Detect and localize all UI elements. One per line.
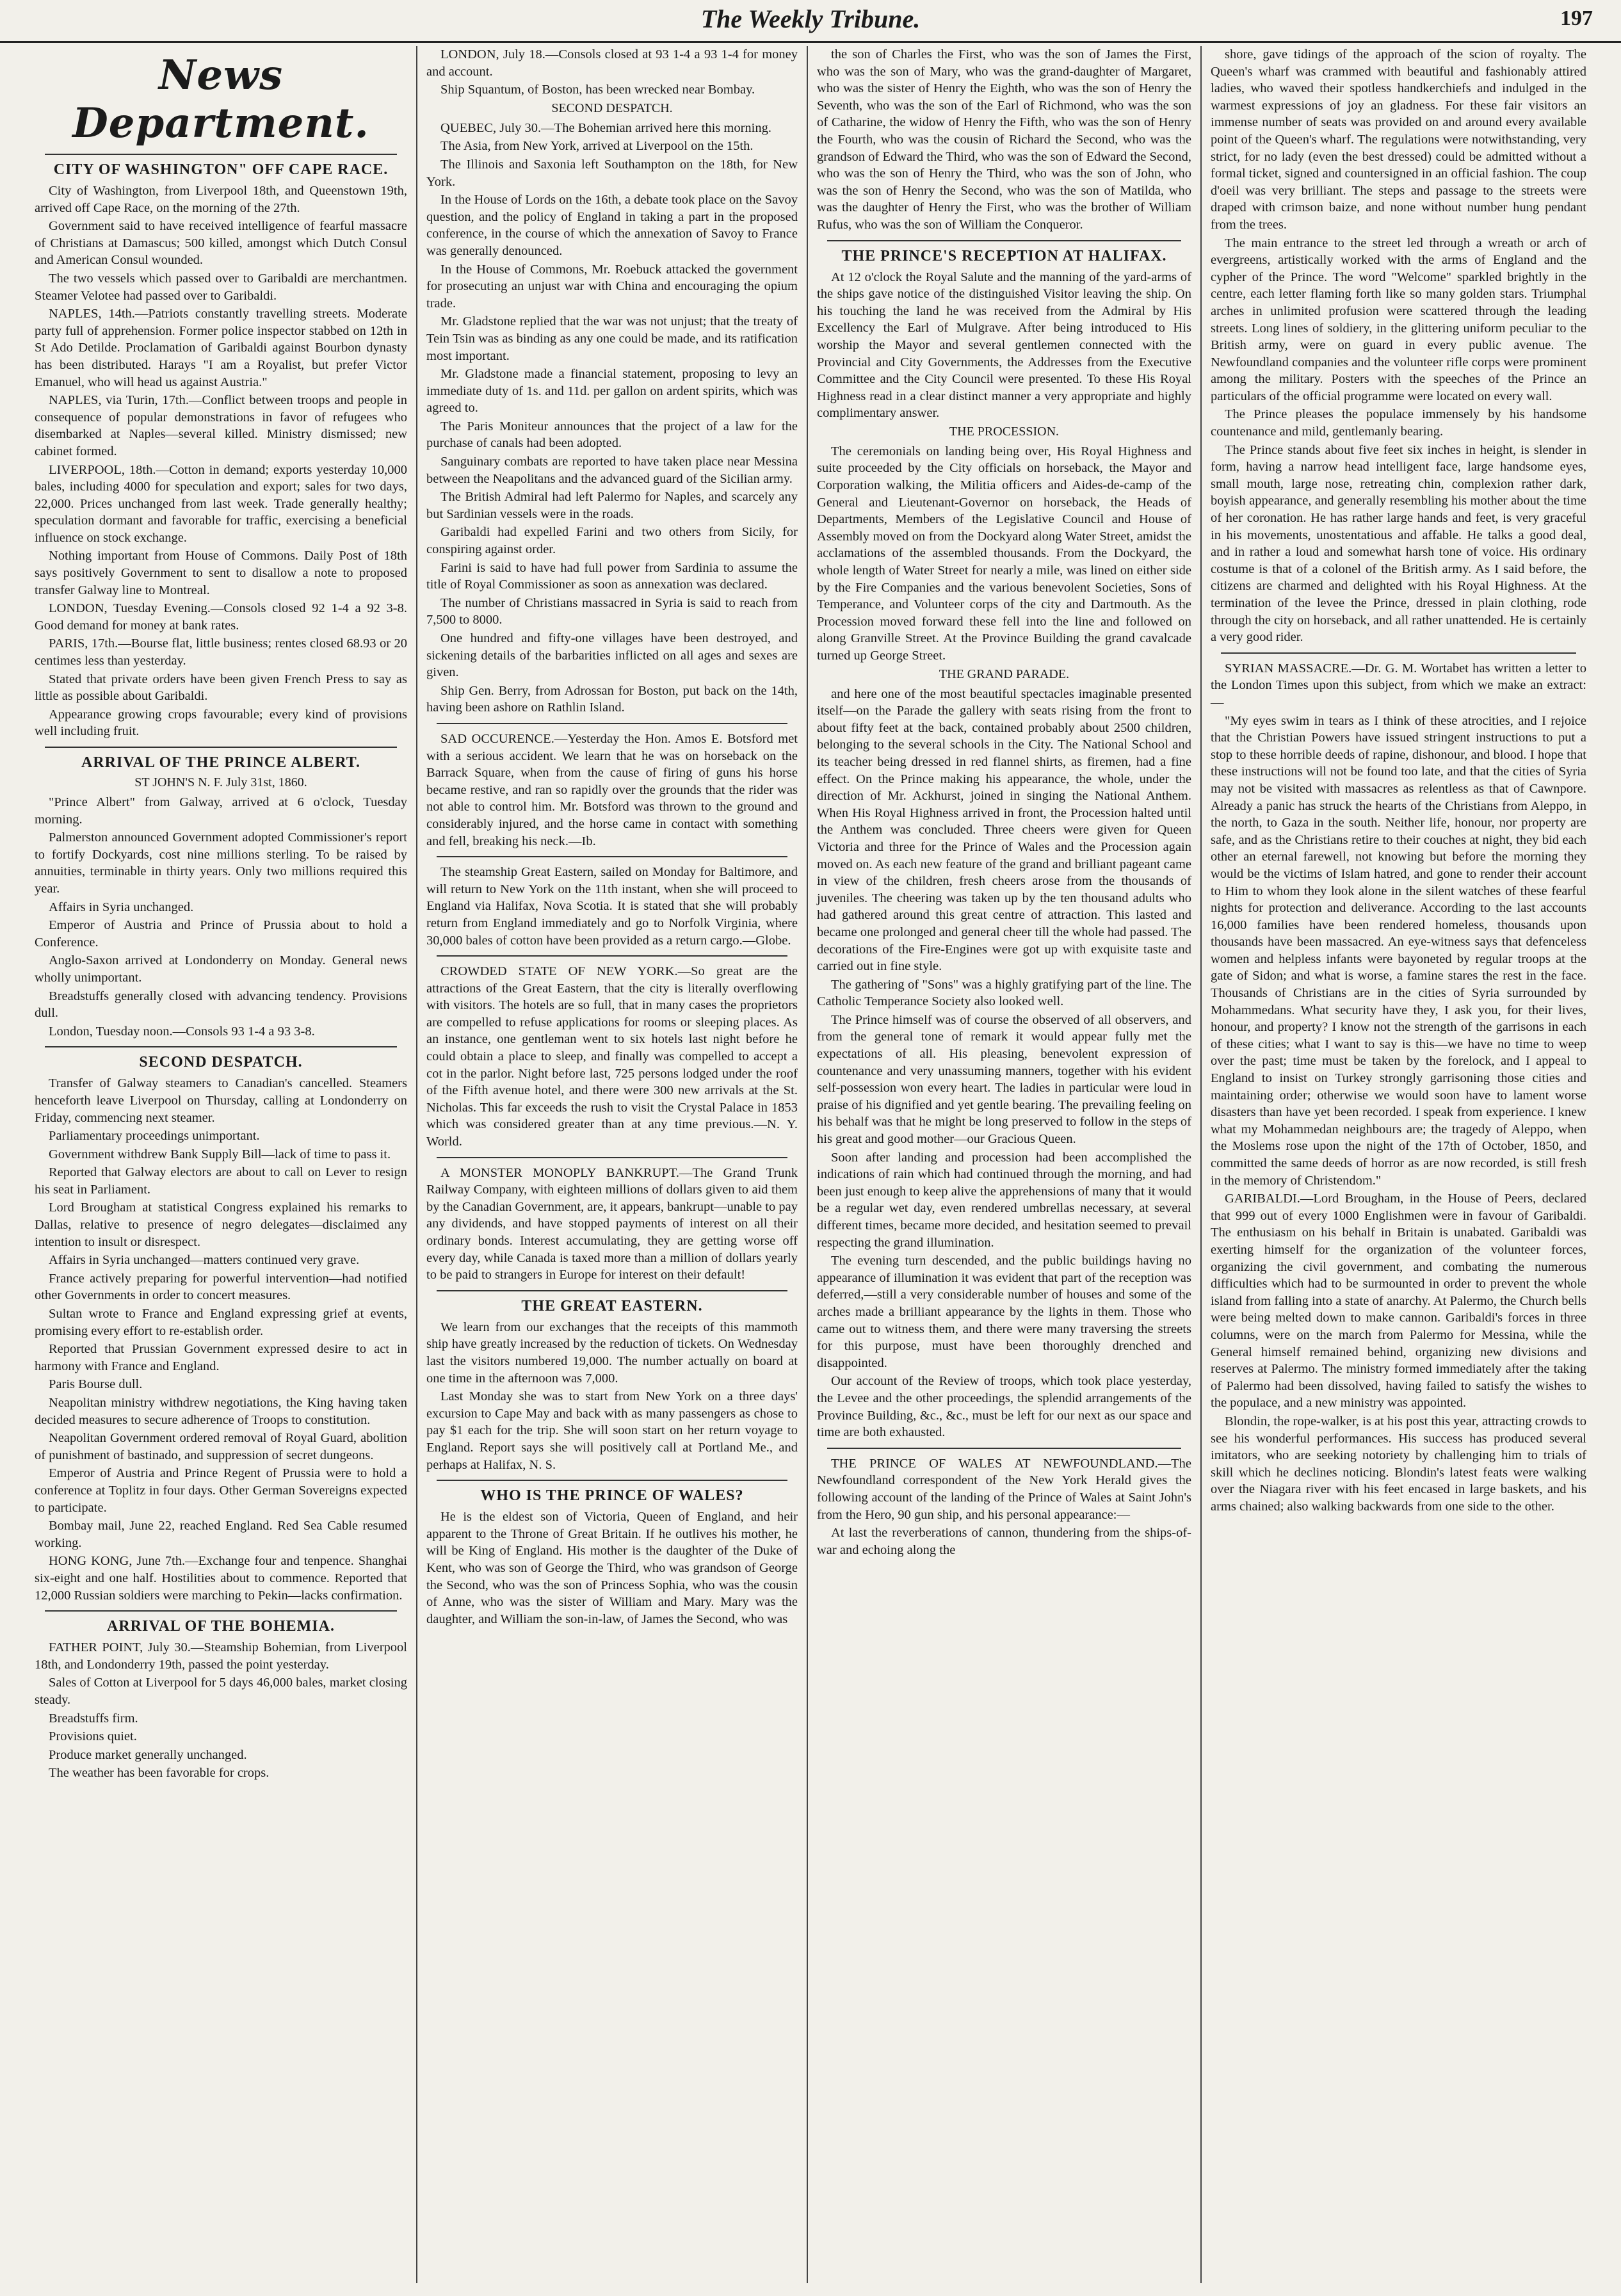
paragraph: Ship Squantum, of Boston, has been wrecked near Bombay.	[440, 83, 755, 97]
paragraph: Our account of the Review of troops, which took place yesterday, the Levee and the other proceedings, the splendid arrangements of the Province Building, &c., &c., must be left for our next as our space and time are both exhausted.	[817, 1374, 1191, 1440]
paragraph: Neapolitan Government ordered removal of Royal Guard, abolition of punishment of bastinado, and suppression of secret dungeons.	[35, 1431, 407, 1462]
masthead-title: The Weekly Tribune.	[700, 4, 921, 33]
paragraph: Government withdrew Bank Supply Bill—lack of time to pass it.	[49, 1147, 391, 1161]
paragraph: Soon after landing and procession had been accomplished the indications of rain which had continued through the morning, and had been just enough to keep alive the apprehensions of many that it would be a regular wet day, even rendered umbrellas necessary, at several different times, became more decided, and hesitation seemed to prevail respecting the grand illumination.	[817, 1150, 1191, 1250]
paragraph: Reported that Prussian Government expressed desire to act in harmony with France and England.	[35, 1342, 407, 1373]
column-body	[1211, 46, 1586, 1515]
paragraph: The evening turn descended, and the public buildings having no appearance of illumination it was evident that part of the reception was deferred,—still a very considerable number of houses and some of the arches made a brilliant appearance by the lights in them. Those who came out to witness them, and there were many traversing the streets for this purpose, must have been thoroughly drenched and disappointed.	[817, 1254, 1191, 1370]
section-heading: SECOND DESPATCH.	[139, 1054, 303, 1071]
paragraph: SAD OCCURENCE.—Yesterday the Hon. Amos E. Botsford met with a serious accident. We learn that he was on horseback on the Barrack Square, when from the cause of firing of guns his horse became restive, and ran so rapidly over the grounds that the rider was not able to control him. Mr. Botsford was thrown to the ground and considerably injured, and the horse came in contact with something and fell, breaking his neck.—Ib.	[426, 731, 798, 848]
paragraph: Parliamentary proceedings unimportant.	[49, 1129, 260, 1144]
paragraph: Reported that Galway electors are about to call on Lever to resign his seat in Parliament.	[35, 1165, 407, 1197]
paragraph: At 12 o'clock the Royal Salute and the manning of the yard-arms of the ships gave notice of the distinguished Visitor leaving the ship. On his touching the land he was received from the Admiral by His Excellency the Earl of Mulgrave. After being introduced to His worship the Mayor and several gentlemen connected with the Provincial and City Governments, the Addresses from the Executive Committee and the City Council were presented. To these His Royal Highness read in a clear distinct manner a very appropriate and highly complimentary answer.	[817, 270, 1191, 421]
section-heading: THE PRINCE'S RECEPTION AT HALIFAX.	[841, 247, 1167, 264]
column-body	[426, 46, 798, 1628]
paragraph: France actively preparing for powerful intervention—had notified other Governments in order to concert measures.	[35, 1271, 407, 1303]
page-number: 197	[1560, 6, 1593, 30]
paragraph: The main entrance to the street led through a wreath or arch of evergreens, artistically worked with the arms of England and the cypher of the Prince. The word "Welcome" sparkled brightly in the centre, each letter flaming forth like so many golden stars. Triumphal arches in unlimited profusion were scattered through the leading streets. Long lines of soldiery, in the glittering uniform peculiar to the British army, were on guard in every public avenue. The Newfoundland companies and the volunteer rifle corps were prominent among the military. Posters with the speeches of the Prince an particulars of the official programme were located on every wall.	[1211, 236, 1586, 403]
paragraph: Neapolitan ministry withdrew negotiations, the King having taken decided measures to secure adherence of Troops to constitution.	[35, 1396, 407, 1427]
paragraph: Sultan wrote to France and England expressing grief at events, promising every effort to re-establish order.	[35, 1307, 407, 1338]
paragraph: Lord Brougham at statistical Congress explained his remarks to Dallas, relative to presence of negro delegates—disclaimed any intention to insult or disrespect.	[35, 1201, 407, 1249]
divider	[45, 1046, 397, 1047]
paragraph: The Prince pleases the populace immensely by his handsome countenance and mild, gentlemanly bearing.	[1211, 407, 1586, 439]
column-body	[35, 161, 407, 1782]
masthead	[0, 0, 1621, 43]
paragraph: Nothing important from House of Commons. Daily Post of 18th says positively Government to sent to disallow a note to proposed transfer Galway line to Montreal.	[35, 549, 407, 597]
paragraph: HONG KONG, June 7th.—Exchange four and tenpence. Shanghai six-eight and one half. Hostilities about to commence. Reported that 12,000 Russian soldiers were marching to Pekin—lacks confirmation.	[35, 1554, 407, 1603]
divider	[45, 747, 397, 748]
column-1	[26, 46, 416, 2283]
paragraph: London, Tuesday noon.—Consols 93 1-4 a 93 3-8.	[49, 1024, 315, 1039]
section-heading: ARRIVAL OF THE PRINCE ALBERT.	[81, 754, 361, 771]
paragraph: Government said to have received intelligence of fearful massacre of Christians at Damascus; 500 killed, amongst which Dutch Consul and American Consul wounded.	[35, 219, 407, 268]
divider	[45, 1610, 397, 1612]
paragraph: The two vessels which passed over to Garibaldi are merchantmen. Steamer Velotee had passed over to Garibaldi.	[35, 271, 407, 303]
paragraph: Stated that private orders have been given French Press to say as little as possible about Garibaldi.	[35, 672, 407, 704]
paragraph: Provisions quiet.	[49, 1729, 137, 1744]
paragraph: Paris Bourse dull.	[49, 1377, 143, 1392]
paragraph: "My eyes swim in tears as I think of these atrocities, and I rejoice that the Christian Powers have issued stringent instructions to put a stop to these horrible deeds of rapine, dishonour, and blood. I hope that these instructions will not be found too late, and that the cities of Syria may not be visited with massacres as relentless as that of Cawnpore. Already a panic has struck the hearts of the Christians from Aleppo, in the north, to Gaza in the south. Neither life, honour, nor property are safe, and as the Christians retire to their couches at night, they bid each other an eternal farewell, not knowing but before the morning they would be the victims of Islam hatred, and gone to render their account to Him to whom they look alone in the silent watches of these fearful nights for protection and deliverance. According to the last accounts 16,000 families have been rendered homeless, thousands upon thousands have been massacred. An eye-witness says that defenceless women and helpless infants were bayoneted by regular troops at the gate of Sidon; and what is worse, a famine stares the rest in the face. Thousands of Christians are in the cities of Syria surrounded by Mohammedans. What security have they, I ask you, for their lives, honour, and property? I know not the strength of the garrisons in each of these cities; what I want to say is this—we have no time to weep over the past; time must be taken by the forelock, and I appeal to England to insist on Turkey strongly garrisoning those cities and maintaining order; otherwise we would soon have to lament worse disasters than have yet been recorded. I speak from experience. I knew what my Mohammedan neighbours are; the tragedy of Aleppo, when the Moslems rose upon the night of the 17th of October, 1850, and committed the same deeds of horror as are now recorded, is still fresh in the memory of Christendom."	[1211, 713, 1586, 1188]
subheading: SECOND DESPATCH.	[551, 101, 673, 115]
paragraph: Farini is said to have had full power from Sardinia to assume the title of Royal Commissioner as soon as annexation was declared.	[426, 560, 798, 592]
paragraph: THE PRINCE OF WALES AT NEWFOUNDLAND.—The Newfoundland correspondent of the New York Herald gives the following account of the landing of the Prince of Wales at Saint John's from the Hero, 90 gun ship, and his personal appearance:—	[817, 1456, 1191, 1522]
section-heading: WHO IS THE PRINCE OF WALES?	[480, 1487, 744, 1505]
paragraph: Affairs in Syria unchanged.	[49, 900, 194, 914]
column-4	[1200, 46, 1595, 2283]
paragraph: Appearance growing crops favourable; every kind of provisions well including fruit.	[35, 707, 407, 739]
paragraph: Emperor of Austria and Prince of Prussia about to hold a Conference.	[35, 918, 407, 950]
paragraph: Produce market generally unchanged.	[49, 1747, 247, 1762]
paragraph: City of Washington, from Liverpool 18th, and Queenstown 19th, arrived off Cape Race, on the morning of the 27th.	[35, 184, 407, 215]
paragraph: The weather has been favorable for crops.	[49, 1766, 270, 1781]
paragraph: Sales of Cotton at Liverpool for 5 days 46,000 bales, market closing steady.	[35, 1676, 407, 1707]
paragraph: the son of Charles the First, who was the son of James the First, who was the son of Mary, who was the grand-daughter of Margaret, who was the sister of Henry the Eighth, who was the son of Henry the Seventh, who was the son of the Earl of Richmond, who was the son of Catharine, the widow of Henry the Fifth, who was the son of Henry the Fourth, who was the cousin of Richard the Second, who was the grandson of Edward the Third, who was the son of Edward the Second, who was the son of Henry the Third, who was the son of John, who was the son of Henry the Second, who was the son of Matilda, who was the daughter of Henry the First, who was the brother of William Rufus, who was the son of William the Conqueror.	[817, 47, 1191, 232]
section-heading: THE GREAT EASTERN.	[521, 1297, 703, 1314]
paragraph: The Asia, from New York, arrived at Liverpool on the 15th.	[440, 139, 754, 154]
paragraph: The Prince himself was of course the observed of all observers, and from the general tone of remark it would appear fully met the expectations of all. His pleasing, benevolent expression of countenance and very unassuming manners, together with his evident self-possession won every heart. The ladies in particular were loud in praise of his dignified and yet gentle bearing. The prevailing feeling on his behalf was that he might be long preserved to follow in the steps of his great and good mother—our Gracious Queen.	[817, 1012, 1191, 1147]
paragraph: CROWDED STATE OF NEW YORK.—So great are the attractions of the Great Eastern, that the city is literally overflowing with visitors. The hotels are so full, that in many cases the proprietors are compelled to refuse applications for rooms or sleeping places. As an instance, one gentleman went to six hotels last night before he could obtain a place to sleep, and finally was compelled to accept a cot in the parlor. Night before last, 725 persons lodged under the roof of the Fifth avenue hotel, and there were 300 new arrivals at the St. Nicholas. This far exceeds the rush to visit the Crystal Palace in 1853 which was considered greater than at any time previous.—N. Y. World.	[426, 964, 798, 1149]
subheading: THE PROCESSION.	[949, 424, 1060, 439]
subheading: ST JOHN'S N. F. July 31st, 1860.	[134, 775, 307, 789]
divider	[437, 723, 787, 724]
paragraph: Blondin, the rope-walker, is at his post this year, attracting crowds to see his wonderful performances. His success has produced several imitators, who are seeking notoriety by challenging him to trials of skill which he declines noticing. Blondin's latest feats were walking over the Niagara river with his feet encased in large baskets, and his arms chained; also walking backwards from one side to the other.	[1211, 1414, 1586, 1514]
paragraph: The ceremonials on landing being over, His Royal Highness and suite proceeded by the City officials on horseback, the Mayor and Corporation walking, the Militia officers and Aides-de-camp of the General and Lieutenant-Governor on horseback, the Heads of Departments, Members of the Legislative Council and House of Assembly moved on from the Dockyard along Water Street, amidst the acclamations of the assembled thousands. From the Dockyard, the whole length of Water Street for nearly a mile, was lined on either side by the Fire Companies and the various benevolent Societies, Sons of Temperance, and Volunteer corps of the city and Dartmouth. As the Procession moved forward these fell into the line and followed on along Granville Street. At the Province Building the grand cavalcade turned up George Street.	[817, 444, 1191, 663]
paragraph: Garibaldi had expelled Farini and two others from Sicily, for conspiring against order.	[426, 525, 798, 557]
column-3	[807, 46, 1200, 2283]
paragraph: Anglo-Saxon arrived at Londonderry on Monday. General news wholly unimportant.	[35, 953, 407, 985]
column-body	[817, 46, 1191, 1558]
paragraph: Sanguinary combats are reported to have taken place near Messina between the Neapolitans and the advanced guard of the Sicilian army.	[426, 455, 798, 486]
paragraph: Bombay mail, June 22, reached England. Red Sea Cable resumed working.	[35, 1519, 407, 1550]
paragraph: The British Admiral had left Palermo for Naples, and scarcely any but Sardinian vessels were in the roads.	[426, 490, 798, 521]
divider	[437, 856, 787, 857]
subheading: THE GRAND PARADE.	[939, 667, 1070, 681]
paragraph: Transfer of Galway steamers to Canadian's cancelled. Steamers henceforth leave Liverpool on Thursday, calling at Londonderry on Friday, commencing next steamer.	[35, 1076, 407, 1125]
paragraph: Palmerston announced Government adopted Commissioner's report to fortify Dockyards, cost nine millions sterling. To be raised by annuities, terminable in thirty years. Only two millions required this year.	[35, 830, 407, 896]
paragraph: Ship Gen. Berry, from Adrossan for Boston, put back on the 14th, having been ashore on Rathlin Island.	[426, 683, 798, 715]
paragraph: LONDON, July 18.—Consols closed at 93 1-4 a 93 1-4 for money and account.	[426, 47, 798, 79]
paragraph: The steamship Great Eastern, sailed on Monday for Baltimore, and will return to New York on the 11th instant, when she will proceed to England via Halifax, Nova Scotia. It is stated that she will probably return from England immediately and go to Norfolk Virginia, where 30,000 bales of cotton have been provided as a return cargo.—Globe.	[426, 865, 798, 948]
paragraph: "Prince Albert" from Galway, arrived at 6 o'clock, Tuesday morning.	[35, 795, 407, 827]
paragraph: Mr. Gladstone made a financial statement, proposing to levy an immediate duty of 1s. and 11d. per gallon on ardent spirits, which was agreed to.	[426, 367, 798, 416]
column-2	[416, 46, 807, 2283]
divider	[827, 240, 1181, 241]
paragraph: At last the reverberations of cannon, thundering from the ships-of-war and echoing along the	[817, 1526, 1191, 1557]
paragraph: SYRIAN MASSACRE.—Dr. G. M. Wortabet has written a letter to the London Times upon this subject, from which we make an extract:—	[1211, 661, 1586, 709]
section-heading: ARRIVAL OF THE BOHEMIA.	[107, 1618, 335, 1635]
divider	[827, 1448, 1181, 1449]
paragraph: The gathering of "Sons" was a highly gratifying part of the line. The Catholic Temperance Society also looked well.	[817, 977, 1191, 1009]
paragraph: The Prince stands about five feet six inches in height, is slender in form, having a narrow head intelligent face, large handsome eyes, small mouth, large nose, retreating chin, complexion rather dark, boyish appearance, and generally resembling his mother about the time of her coronation. He has rather large hands and feet, is very graceful in his movements, unostentatious and affable. He talks a good deal, and in rather a loud and somewhat harsh tone of voice. His ordinary costume is that of a colonel of the British army. As I said before, the citizens are charmed and delighted with his Royal Highness. At the termination of the levee the Prince, dressed in plain clothing, rode through the city on horseback, and all rather unattended. He is certainly a very good rider.	[1211, 442, 1586, 645]
paragraph: In the House of Lords on the 16th, a debate took place on the Savoy question, and the policy of England in taking a part in the proposed conference, in the course of which the annexation of Savoy to France was generally denounced.	[426, 193, 798, 258]
paragraph: The Paris Moniteur announces that the project of a law for the purchase of canals had been adopted.	[426, 419, 798, 451]
paragraph: FATHER POINT, July 30.—Steamship Bohemian, from Liverpool 18th, and Londonderry 19th, passed the point yesterday.	[35, 1640, 407, 1672]
paragraph: He is the eldest son of Victoria, Queen of England, and heir apparent to the Throne of Great Britain. If he outlives his mother, he will be King of England. His mother is the daughter of the Duke of Kent, who was son of George the Third, who was grandson of George the Second, who was the son of Princess Sophia, who was the cousin of Anne, who was the sister of William and Mary. Mary was the daughter, and William the son-in-law, of James the Second, who was	[426, 1510, 798, 1626]
paragraph: Breadstuffs firm.	[49, 1711, 138, 1726]
paragraph: We learn from our exchanges that the receipts of this mammoth ship have greatly increased by the reduction of tickets. On Wednesday last the visitors numbered 19,000. The number actually on board at one time in the afternoon was 7,000.	[426, 1320, 798, 1386]
divider	[45, 154, 397, 155]
paragraph: LONDON, Tuesday Evening.—Consols closed 92 1-4 a 92 3-8. Good demand for money at bank rates.	[35, 601, 407, 633]
paragraph: Last Monday she was to start from New York on a three days' excursion to Cape May and back with as many passengers as chose to pay $1 each for the trip. She will soon start on her return voyage to England. Report says she will positively call at Portland Me., and perhaps at Halifax, N. S.	[426, 1389, 798, 1472]
divider	[437, 1157, 787, 1158]
paragraph: NAPLES, via Turin, 17th.—Conflict between troops and people in consequence of popular demonstrations in favor of refugees who disembarked at Naples—several killed. Ministry dismissed; new cabinet formed.	[35, 393, 407, 458]
paragraph: and here one of the most beautiful spectacles imaginable presented itself—on the Parade the gallery with seats rising from the front to about fifty feet at the back, contained probably about 2500 children, belonging to the several schools in the City. The National School and its teacher being dressed in red flannel shirts, as firemen, had a fine effect. On the Prince making his appearance, the whole, under the direction of Mr. Ackhurst, joined in singing the National Anthem. When His Royal Highness arrived in front, the Procession halted until the Anthem was concluded. Three cheers were given for Queen Victoria and three for the Prince of Wales and the Procession again moved on. As each new feature of the grand and brilliant pageant came in view of the children, fresh cheers arose from the thousands of juveniles. The cheering was taken up by the ten thousand adults who had gathered around this great centre of attraction. This lasted and became one prolonged and general cheer till the whole had passed. The decorations of the Fire-Engines were got up with exquisite taste and carried out in fine style.	[817, 686, 1191, 974]
paragraph: One hundred and fifty-one villages have been destroyed, and sickening details of the barbarities inflicted on all ages and sexes are given.	[426, 631, 798, 680]
paragraph: QUEBEC, July 30.—The Bohemian arrived here this morning.	[440, 120, 771, 135]
divider	[1221, 652, 1576, 654]
paragraph: GARIBALDI.—Lord Brougham, in the House of Peers, declared that 999 out of every 1000 Englishmen were in favour of Garibaldi. The enthusiasm on his behalf in Britain is unabated. Garibaldi was exerting himself for the organization of the volunteer forces, organizing the civil government, and combating the numerous difficulties which had to be surmounted in order to prevent the whole island from falling into a state of anarchy. At Palermo, the Church bells were being melted down to make cannon. Garibaldi's forces in three columns, were on the march from Palermo for Messina, while the General himself remained behind, organizing new divisions and reserves at Palermo. The ministry formed immediately after the taking of Palermo had been dissolved, having failed to satisfy the wishes to the populace, and a new ministry was appointed.	[1211, 1192, 1586, 1411]
paragraph: Mr. Gladstone replied that the war was not unjust; that the treaty of Tein Tsin was as binding as any one could be made, and its ratification most important.	[426, 314, 798, 363]
paragraph: NAPLES, 14th.—Patriots constantly travelling streets. Moderate party full of apprehension. Former police inspector stabbed on 12th in St Ado Detilde. Proclamation of Garibaldi against Bourbon dynasty has been distributed. Harays "I am a Royalist, but prefer Victor Emanuel, who will head us against Austria."	[35, 307, 407, 389]
divider	[437, 1290, 787, 1291]
paragraph: In the House of Commons, Mr. Roebuck attacked the government for prosecuting an unjust war with China and encouraging the opium trade.	[426, 262, 798, 311]
paragraph: Emperor of Austria and Prince Regent of Prussia were to hold a conference at Toplitz in four days. Other German Sovereigns expected to participate.	[35, 1466, 407, 1515]
department-title: News Department.	[72, 51, 369, 147]
paragraph: Affairs in Syria unchanged—matters continued very grave.	[49, 1253, 360, 1268]
divider	[437, 1480, 787, 1481]
paragraph: PARIS, 17th.—Bourse flat, little business; rentes closed 68.93 or 20 centimes less than yesterday.	[35, 636, 407, 668]
paragraph: The number of Christians massacred in Syria is said to reach from 7,500 to 8000.	[426, 595, 798, 627]
paragraph: LIVERPOOL, 18th.—Cotton in demand; exports yesterday 10,000 bales, including 4000 for speculation and export; sales for two days, 22,000. Prices unchanged from last week. Trade generally healthy; speculation dormant and favorable for traffic, exercising a beneficial influence on stock exchange.	[35, 462, 407, 545]
paragraph: The Illinois and Saxonia left Southampton on the 18th, for New York.	[426, 157, 798, 189]
paragraph: shore, gave tidings of the approach of the scion of royalty. The Queen's wharf was crammed with beautiful and fashionably attired ladies, who waved their spotless handkerchiefs and indulged in the warmest expressions of joy an gladness. For these fair visitors an immense number of seats was provided on and around every available point of the Queen's wharf. The regulations were notwithstanding, very strict, for no lady (even the best dressed) could be admitted without a formal ticket, signed and countersigned in an official fashion. The coup d'oeil was very brilliant. The steps and passage to the streets were draped with crimson baize, and none without number hung pendant from the trees.	[1211, 47, 1586, 232]
divider	[437, 955, 787, 957]
paragraph: A MONSTER MONOPLY BANKRUPT.—The Grand Trunk Railway Company, with eighteen millions of dollars given to aid them by the Canadian Government, are, it appears, bankrupt—unable to pay any dividends, and have stopped payments of interest on all their ordinary bonds. Interest accumulating, they are getting worse off every day, while Canada is taxed more than a million of dollars yearly to be paid to strangers in Europe for interest on their default!	[426, 1165, 798, 1282]
section-heading: CITY OF WASHINGTON" OFF CAPE RACE.	[53, 161, 389, 178]
paragraph: Breadstuffs generally closed with advancing tendency. Provisions dull.	[35, 989, 407, 1021]
